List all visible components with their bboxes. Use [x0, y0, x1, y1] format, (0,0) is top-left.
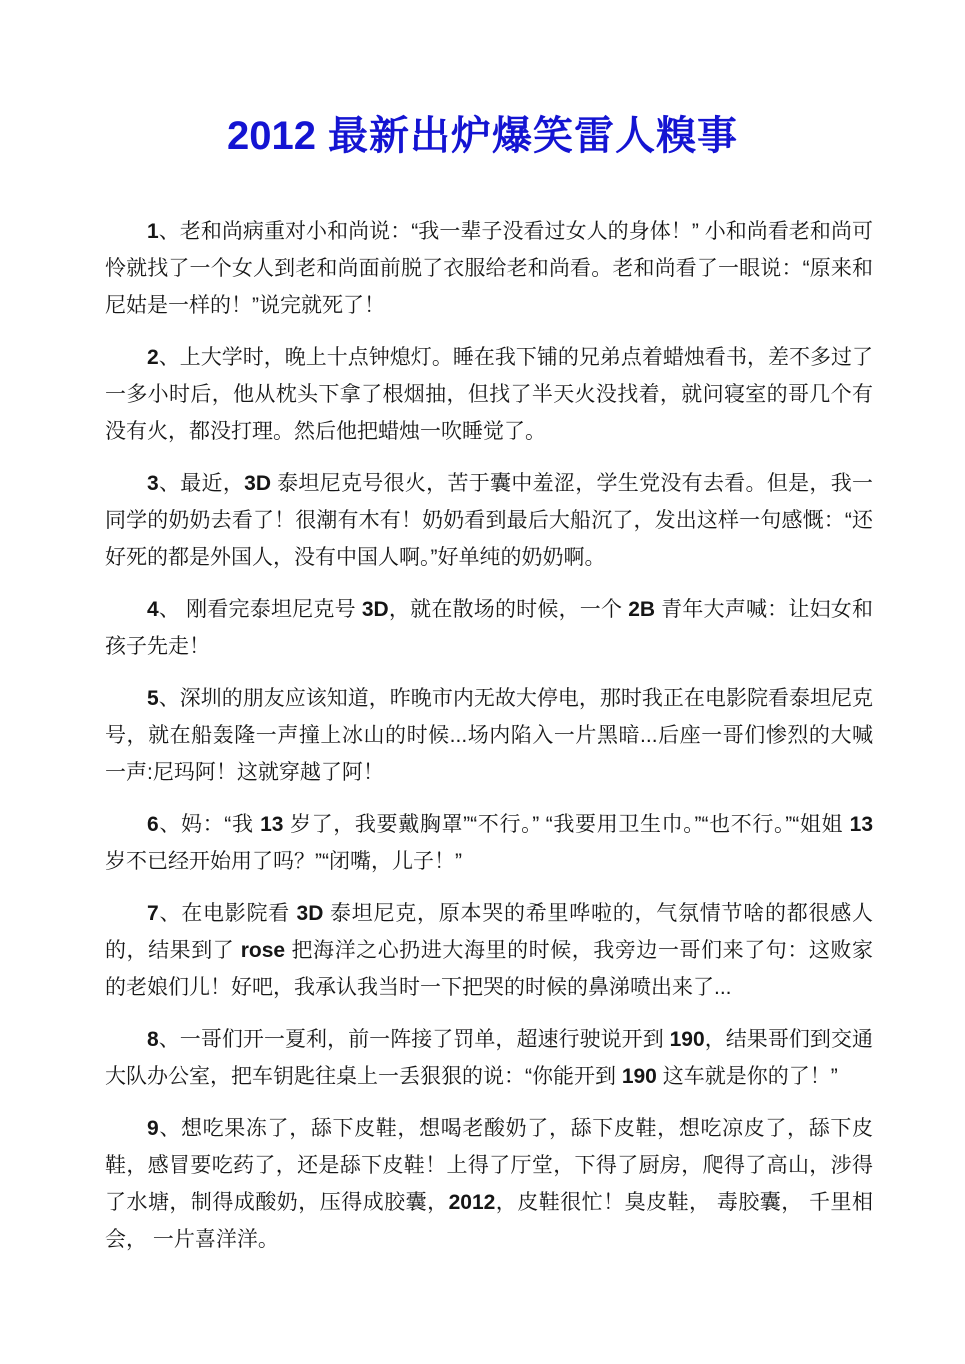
joke-paragraph-6 [105, 806, 873, 880]
text-segment: 、最近， [158, 472, 245, 495]
text-segment: 、在电影院看 [158, 902, 297, 925]
bold-text-segment: 2B [628, 598, 656, 621]
text-segment: 泰坦尼克号很火，苦于囊中羞涩，学生党没有去看。但是，我一同学的奶奶去看了！很潮有木有！奶奶看到最后大船沉了，发出这样一句感慨：“还好死的都是外国人，没有中国人啊。”好单纯的奶奶啊。 [105, 472, 874, 569]
text-segment: 、深圳的朋友应该知道，昨晚市内无故大停电，那时我正在电影院看泰坦尼克号，就在船轰隆一声撞上冰山的时候...场内陷入一片黑暗...后座一哥们惨烈的大喊一声:尼玛阿！这就穿越了阿！ [105, 687, 873, 784]
text-segment: 把海洋之心扔进大海里的时候，我旁边一哥们来了句：这败家的老娘们儿！好吧，我承认我当时一下把哭的时候的鼻涕喷出来了... [105, 939, 873, 999]
joke-paragraph-9 [105, 1110, 873, 1258]
bold-text-segment: 190 [669, 1028, 705, 1051]
title-year: 2012 [227, 114, 316, 158]
joke-paragraph-5 [105, 680, 873, 791]
joke-paragraph-8 [105, 1021, 873, 1095]
bold-text-segment: 13 [849, 813, 874, 836]
bold-text-segment: 2012 [448, 1191, 496, 1214]
text-segment: 、老和尚病重对小和尚说：“我一辈子没看过女人的身体！” 小和尚看老和尚可怜就找了一个女人到老和尚面前脱了衣服给老和尚看。老和尚看了一眼说：“原来和尼姑是一样的！”说完就死了！ [105, 220, 873, 317]
text-segment: 、妈：“我 [158, 813, 261, 836]
text-segment: ，就在散场的时候，一个 [388, 598, 629, 621]
bold-text-segment: 190 [621, 1065, 657, 1088]
text-segment: ，结果哥们到交通大队办公室，把车钥匙往桌上一丢狠狠的说：“你能开到 [105, 1028, 873, 1088]
bold-text-segment: rose [240, 939, 286, 962]
bold-text-segment: 3D [244, 472, 272, 495]
joke-paragraph-1 [105, 213, 873, 324]
text-segment: 、一哥们开一夏利，前一阵接了罚单，超速行驶说开到 [158, 1028, 670, 1051]
text-segment: ，皮鞋很忙！臭皮鞋， 毒胶囊， 千里相会， 一片喜洋洋。 [105, 1191, 873, 1251]
bold-text-segment: 5 [147, 687, 159, 710]
joke-paragraph-4 [105, 591, 873, 665]
bold-text-segment: 7 [147, 902, 159, 925]
document-body [0, 162, 965, 1258]
text-segment: 这车就是你的了！” [656, 1065, 838, 1088]
text-segment: 、想吃果冻了，舔下皮鞋，想喝老酸奶了，舔下皮鞋，想吃凉皮了，舔下皮鞋，感冒要吃药了，还是舔下皮鞋！上得了厅堂，下得了厨房，爬得了高山，涉得了水塘，制得成酸奶，压得成胶囊， [105, 1117, 873, 1214]
bold-text-segment: 1 [147, 220, 159, 243]
bold-text-segment: 2 [147, 346, 159, 369]
document-title [0, 0, 965, 162]
text-segment: 、 刚看完泰坦尼克号 [158, 598, 362, 621]
text-segment: 、上大学时，晚上十点钟熄灯。睡在我下铺的兄弟点着蜡烛看书，差不多过了一多小时后，他从枕头下拿了根烟抽，但找了半天火没找着，就问寝室的哥几个有没有火，都没打理。然后他把蜡烛一吹睡觉了。 [105, 346, 873, 443]
bold-text-segment: 13 [260, 813, 284, 836]
text-segment: 岁不已经开始用了吗？”“闭嘴，儿子！” [105, 850, 462, 873]
bold-text-segment: 3D [296, 902, 324, 925]
title-text: 最新出炉爆笑雷人糗事 [327, 113, 738, 158]
bold-text-segment: 4 [147, 598, 159, 621]
bold-text-segment: 3D [361, 598, 389, 621]
joke-paragraph-2 [105, 339, 873, 450]
text-segment: 岁了，我要戴胸罩”“不行。” “我要用卫生巾。”“也不行。”“姐姐 [283, 813, 850, 836]
bold-text-segment: 6 [147, 813, 159, 836]
bold-text-segment: 3 [147, 472, 159, 495]
text-segment: 泰坦尼克，原本哭的希里哗啦的，气氛情节啥的都很感人的，结果到了 [105, 902, 873, 962]
joke-paragraph-7 [105, 895, 873, 1006]
joke-paragraph-3 [105, 465, 873, 576]
bold-text-segment: 8 [147, 1028, 159, 1051]
bold-text-segment: 9 [147, 1117, 159, 1140]
text-segment: 青年大声喊：让妇女和孩子先走！ [105, 598, 873, 658]
